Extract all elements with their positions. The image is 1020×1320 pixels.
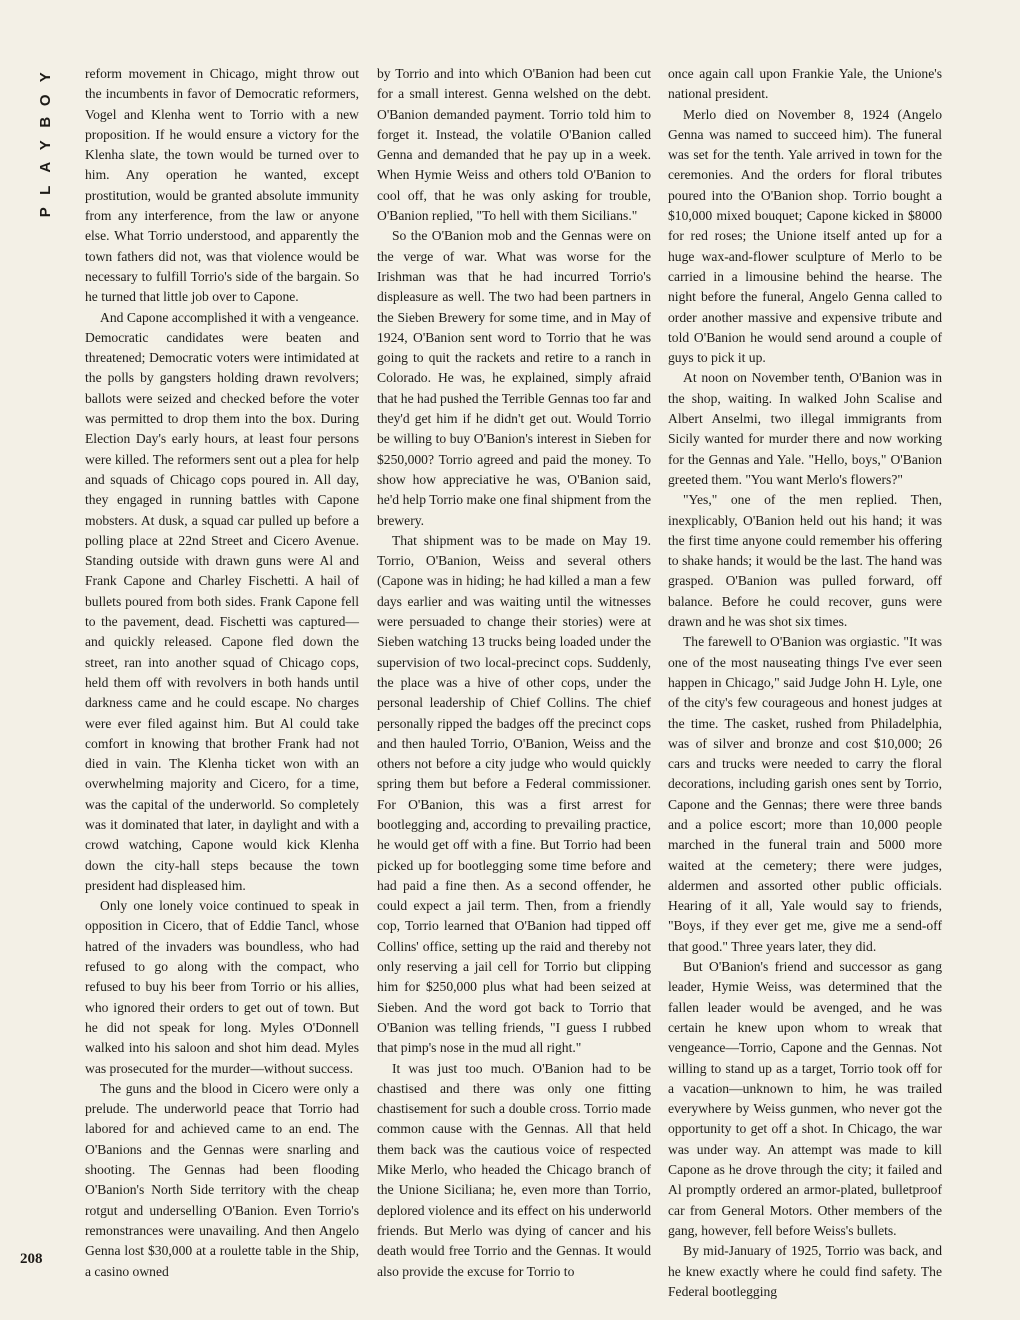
page-number: 208 [20, 1251, 43, 1267]
paragraph: But O'Banion's friend and successor as gang leader, Hymie Weiss, was determined that the fallen leader would be avenged, and he was certain he knew upon whom to wreak that vengeance—Torrio, Capone and the Gennas. Not willing to stand up as a target, Torrio took off for a vacation—unknown to him, he was trailed everywhere by Weiss gunmen, who never got the opportunity to get off a shot. In Chicago, the war was under way. An attempt was made to kill Capone as he drove through the city; it failed and Al promptly ordered an armor-plated, bulletproof car from General Motors. Other members of the gang, however, fell before Weiss's bullets. [668, 959, 942, 1238]
masthead-letter: P [36, 207, 54, 218]
paragraph: By mid-January of 1925, Torrio was back, and he knew exactly where he could find safety. The Federal bootlegging [668, 1243, 942, 1299]
paragraph: once again call upon Frankie Yale, the Unione's national president. [668, 66, 942, 102]
masthead-letter: Y [36, 139, 54, 150]
masthead-letter: Y [36, 72, 54, 83]
paragraph: by Torrio and into which O'Banion had been cut for a small interest. Genna welshed on the debt. O'Banion demanded payment. Torrio told him to forget it. Instead, the volatile O'Banion called Genna and demanded that he pay up in a week. When Hymie Weiss and others told O'Banion to cool off, that he was only asking for trouble, O'Banion replied, "To hell with them Sicilians." [377, 66, 651, 224]
paragraph: The guns and the blood in Cicero were only a prelude. The underworld peace that Torrio had labored for and achieved came to an end. The O'Banions and the Gennas were snarling and shooting. The Gennas had been flooding O'Banion's North Side territory with the cheap rotgut and underselling O'Banion. Even Torrio's remonstrances were unavailing. And then Angelo Genna lost $30,000 at a roulette table in the Ship, a casino owned [85, 1080, 359, 1279]
masthead-letter: B [36, 116, 54, 128]
masthead-letter: L [36, 185, 54, 195]
masthead-letter: A [36, 161, 54, 173]
article-column-3 [668, 64, 942, 1302]
paragraph: "Yes," one of the men replied. Then, inexplicably, O'Banion held out his hand; it was the first time anyone could remember his offering to shake hands; it would be the last. The hand was grasped. O'Banion was pulled forward, off balance. Before he could recover, guns were drawn and he was shot six times. [668, 492, 942, 630]
masthead-letter: O [36, 93, 54, 106]
paragraph: reform movement in Chicago, might throw out the incumbents in favor of Democratic reformers, Vogel and Klenha went to Torrio with a new proposition. If he would ensure a victory for the Klenha slate, the town would be turned over to him. Any operation he wanted, except prostitution, would be granted absolute immunity from any interference, from the law or anyone else. What Torrio understood, and apparently the town fathers did not, was that violence would be necessary to fulfill Torrio's side of the bargain. So he turned that little job over to Capone. [85, 66, 359, 305]
paragraph: Merlo died on November 8, 1924 (Angelo Genna was named to succeed him). The funeral was set for the tenth. Yale arrived in town for the ceremonies. And the orders for floral tributes poured into the O'Banion shop. Torrio bought a $10,000 mixed bouquet; Capone kicked in $8000 for red roses; the Unione itself anted up for a huge wax-and-flower sculpture of Merlo to be carried in a limousine behind the hearse. The night before the funeral, Angelo Genna called to order another massive and expensive tribute and told O'Banion he would send around a couple of guys to pick it up. [668, 106, 942, 366]
paragraph: And Capone accomplished it with a vengeance. Democratic candidates were beaten and threatened; Democratic voters were intimidated at the polls by gangsters holding drawn revolvers; ballots were seized and checked before the voter was permitted to drop them into the box. During Election Day's early hours, at least four persons were killed. The reformers sent out a plea for help and squads of Chicago cops poured in. All day, they engaged in running battles with Capone mobsters. At dusk, a squad car pulled up before a polling place at 22nd Street and Cicero Avenue. Standing outside with drawn guns were Al and Frank Capone and Charley Fischetti. A hail of bullets poured from both sides. Frank Capone fell to the pavement, dead. Fischetti was captured—and quickly released. Capone fled down the street, ran into another squad of Chicago cops, held them off with revolvers in both hands until darkness came and he could escape. No charges were ever filed against him. But Al could take comfort in knowing that brother Frank had not died in vain. The Klenha ticket won with an overwhelming majority and Cicero, for a time, was the capital of the underworld. So completely was it dominated that later, in daylight and with a crowd watching, Capone would kick Klenha down the city-hall steps because the town president had displeased him. [85, 309, 359, 893]
paragraph: The farewell to O'Banion was orgiastic. "It was one of the most nauseating things I've ever seen happen in Chicago," said Judge John H. Lyle, one of the city's few courageous and honest judges at the time. The casket, rushed from Philadelphia, was of silver and bronze and cost $10,000; 26 cars and trucks were needed to carry the floral decorations, including garish ones sent by Torrio, Capone and the Gennas; there were three bands and a police escort; more than 10,000 people marched in the funeral train and 5000 more waited at the cemetery; there were judges, aldermen and assorted other public officials. Hearing of it all, Yale would say to friends, "Boys, if they ever get me, give me a send-off that good." Three years later, they did. [668, 634, 942, 954]
article-column-1 [85, 64, 359, 1282]
paragraph: It was just too much. O'Banion had to be chastised and there was only one fitting chastisement for such a double cross. Torrio made common cause with the Gennas. All that held them back was the cautious voice of respected Mike Merlo, who headed the Chicago branch of the Unione Siciliana; he, even more than Torrio, deplored violence and its effect on his underworld friends. But Merlo was dying of cancer and his death would free Torrio and the Gennas. It would also provide the excuse for Torrio to [377, 1060, 651, 1279]
paragraph: At noon on November tenth, O'Banion was in the shop, waiting. In walked John Scalise and Albert Anselmi, two illegal immigrants from Sicily wanted for murder there and now working for the Gennas and Yale. "Hello, boys," O'Banion greeted them. "You want Merlo's flowers?" [668, 370, 942, 487]
paragraph: That shipment was to be made on May 19. Torrio, O'Banion, Weiss and several others (Capone was in hiding; he had killed a man a few days earlier and was waiting until the witnesses were persuaded to change their stories) were at Sieben watching 13 trucks being loaded under the supervision of two local-precinct cops. Suddenly, the place was a hive of other cops, under the personal leadership of Chief Collins. The chief personally ripped the badges off the precinct cops and then hauled Torrio, O'Banion, Weiss and the others not before a city judge who would quickly spring them but before a Federal commissioner. For O'Banion, this was a first arrest for bootlegging and, according to prevailing practice, he would get off with a fine. But Torrio had been picked up for bootlegging some time before and had paid a fine then. As a second offender, he could expect a jail term. Then, from a friendly cop, Torrio learned that O'Banion had tipped off Collins' office, setting up the raid and thereby not only reserving a jail cell for Torrio but clipping him for $250,000 plus what had been seized at Sieben. And the word got back to Torrio that O'Banion was telling friends, "I guess I rubbed that pimp's nose in the mud all right." [377, 532, 651, 1056]
paragraph: So the O'Banion mob and the Gennas were on the verge of war. What was worse for the Irishman was that he had incurred Torrio's displeasure as well. The two had been partners in the Sieben Brewery for some time, and in May of 1924, O'Banion sent word to Torrio that he was going to quit the rackets and retire to a ranch in Colorado. He was, he explained, simply afraid that he had pushed the Terrible Gennas too far and they'd get him if he didn't get out. Would Torrio be willing to buy O'Banion's interest in Sieben for $250,000? Torrio agreed and paid the money. To show how appreciative he was, O'Banion said, he'd help Torrio make one final shipment from the brewery. [377, 228, 651, 528]
masthead-vertical [30, 66, 62, 218]
article-column-2 [377, 64, 651, 1282]
paragraph: Only one lonely voice continued to speak in opposition in Cicero, that of Eddie Tancl, whose hatred of the invaders was boundless, who had refused to go along with the compact, who refused to buy his beer from Torrio or his allies, who ignored their orders to get out of town. But he did not speak for long. Myles O'Donnell walked into his saloon and shot him dead. Myles was prosecuted for the murder—without success. [85, 898, 359, 1076]
